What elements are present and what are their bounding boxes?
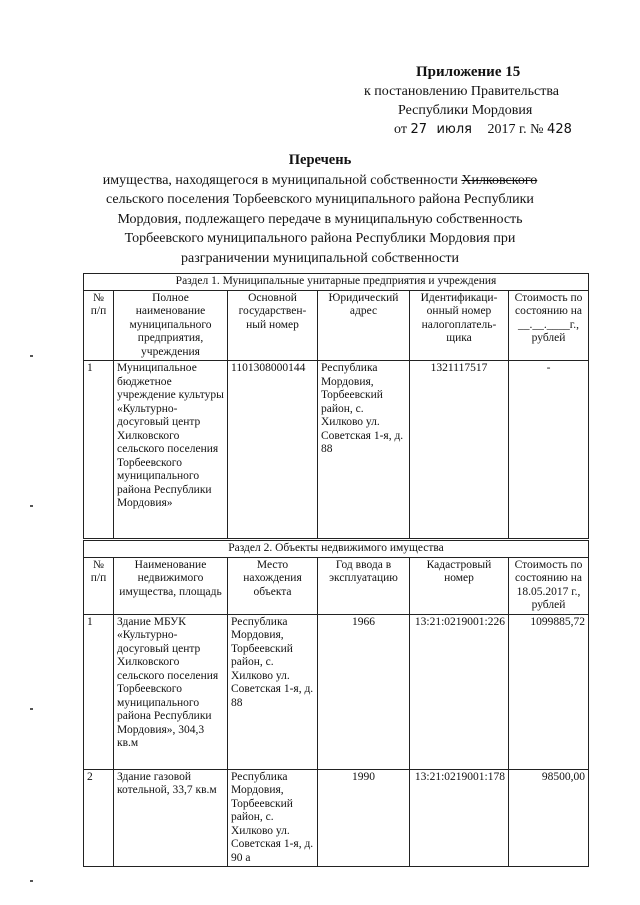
s2-row2-year: 1990 — [318, 769, 410, 867]
heading-line-4: Торбеевского муниципального района Республики Мордовия при — [124, 231, 516, 246]
heading-line-3: Мордовия, подлежащего передаче в муниципальную собственность — [117, 211, 523, 227]
date-number: 428 — [547, 122, 572, 137]
s1-row1-num: 1 — [84, 361, 114, 539]
s1-header-cost-a: Стоимость по состоянию на — [514, 291, 583, 317]
s2-row2-location: Республика Мордовия, Торбеевский район, с. Хилково ул. Советская 1-я, д. 90 а — [228, 769, 318, 867]
s1-row1-ogrn: 1101308000144 — [228, 361, 318, 539]
heading-line-2: сельского поселения Торбеевского муниципального района Республики — [106, 192, 534, 207]
s2-row2-cost: 98500,00 — [509, 769, 589, 867]
table-row — [84, 361, 589, 539]
table-row — [84, 614, 589, 769]
appendix-line-2: к постановлению Правительства — [364, 84, 560, 99]
s2-row1-num: 1 — [84, 614, 114, 769]
heading-title: Перечень — [288, 152, 352, 168]
date-prefix: от — [394, 122, 407, 137]
s1-header-ogrn: Основной государствен-ный номер — [228, 290, 318, 361]
heading-line-5: разграничении муниципальной собственности — [181, 250, 459, 266]
section-1-table — [83, 273, 589, 539]
s1-row1-inn: 1321117517 — [410, 361, 509, 539]
s2-header-year: Год ввода в эксплуатацию — [318, 557, 410, 614]
s2-header-num: № п/п — [84, 557, 114, 614]
s2-header-cadastral: Кадастровый номер — [410, 557, 509, 614]
heading-struck-word: Хилковского — [461, 172, 538, 188]
s2-row1-location: Республика Мордовия, Торбеевский район, с. Хилково ул. Советская 1-я, д. 88 — [228, 614, 318, 769]
heading-line-1 — [80, 171, 560, 191]
table-row — [84, 769, 589, 867]
s1-row1-address: Республика Мордовия, Торбеевский район, с. Хилково ул. Советская 1-я, д. 88 — [318, 361, 410, 539]
appendix-line-3: Республики Мордовия — [398, 103, 533, 118]
document-heading — [80, 151, 560, 268]
s1-header-num: № п/п — [84, 290, 114, 361]
section-2-title: Раздел 2. Объекты недвижимого имущества — [84, 541, 589, 558]
section-2-header-row — [84, 557, 589, 614]
s2-row1-cost: 1099885,72 — [509, 614, 589, 769]
s2-header-cost: Стоимость по состоянию на 18.05.2017 г., рублей — [509, 557, 589, 614]
s1-header-cost-b: рублей — [531, 332, 566, 344]
date-month: июля — [436, 122, 473, 137]
s1-header-cost-blank: __.__.____г., — [518, 318, 579, 331]
s1-row1-name: Муниципальное бюджетное учреждение культуры «Культурно-досуговый центр Хилковского сельского поселения Торбеевского муниципального района Республики Мордовия» — [114, 361, 228, 539]
s1-header-name: Полное наименование муниципального предприятия, учреждения — [114, 290, 228, 361]
s2-row1-cadastral: 13:21:0219001:226 — [410, 614, 509, 769]
s2-header-name: Наименование недвижимого имущества, площадь — [114, 557, 228, 614]
date-year: 2017 г. № — [487, 122, 544, 137]
s2-row2-name: Здание газовой котельной, 33,7 кв.м — [114, 769, 228, 867]
appendix-date-line — [394, 122, 572, 138]
section-1-title-row — [84, 274, 589, 291]
scan-mark — [30, 880, 33, 882]
date-day: 27 — [410, 122, 427, 137]
s1-header-address: Юридический адрес — [318, 290, 410, 361]
scan-mark — [30, 505, 33, 507]
section-2-table — [83, 540, 589, 867]
section-1-header-row — [84, 290, 589, 361]
s2-row1-year: 1966 — [318, 614, 410, 769]
s1-header-inn: Идентификаци-онный номер налогоплатель-щика — [410, 290, 509, 361]
scan-mark — [30, 355, 33, 357]
s2-row2-cadastral: 13:21:0219001:178 — [410, 769, 509, 867]
section-1-title: Раздел 1. Муниципальные унитарные предприятия и учреждения — [84, 274, 589, 291]
s1-header-cost — [509, 290, 589, 361]
scan-mark — [30, 708, 33, 710]
heading-line-1-text: имущества, находящегося в муниципальной собственности — [102, 172, 462, 188]
section-2-title-row — [84, 541, 589, 558]
appendix-title: Приложение 15 — [416, 64, 521, 80]
s2-header-location: Место нахождения объекта — [228, 557, 318, 614]
s1-row1-cost: - — [509, 361, 589, 539]
s2-row1-name: Здание МБУК «Культурно-досуговый центр Хилковского сельского поселения Торбеевского муниципального района Республики Мордовия», 304,3 кв.м — [114, 614, 228, 769]
s2-row2-num: 2 — [84, 769, 114, 867]
